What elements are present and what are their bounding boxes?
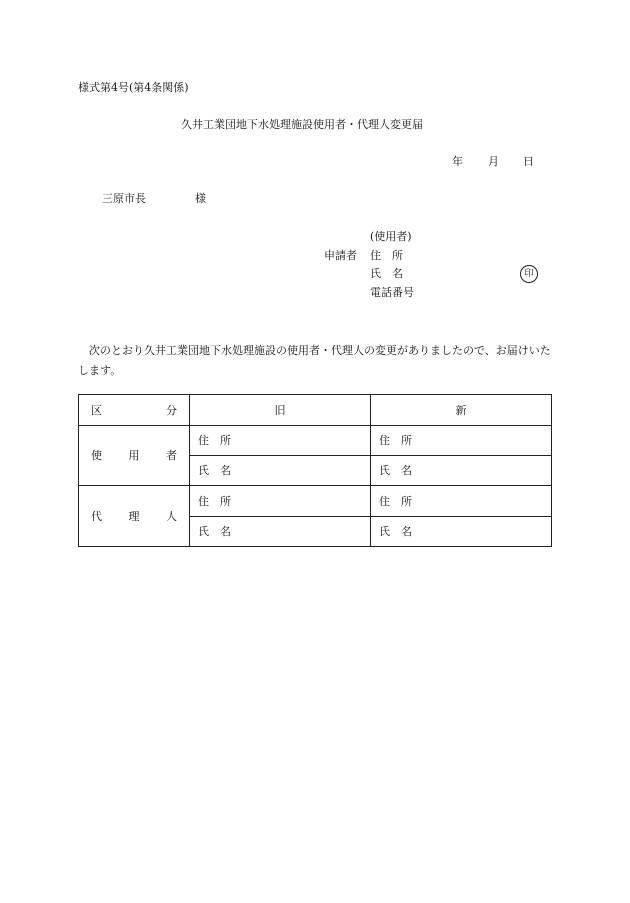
addressee-honorific: 様 (195, 192, 206, 205)
user-old-address: 住 所 (190, 426, 371, 456)
applicant-label: 申請者 (324, 249, 357, 262)
document-title: 久井工業団地下水処理施設使用者・代理人変更届 (181, 118, 423, 131)
table-row (79, 426, 552, 456)
header-old: 旧 (190, 395, 371, 426)
agent-old-address: 住 所 (190, 486, 371, 517)
seal-mark: 印 (520, 265, 538, 283)
agent-new-name: 氏 名 (371, 517, 552, 547)
user-new-address: 住 所 (371, 426, 552, 456)
row-category-user: 使用者 (79, 426, 190, 486)
applicant-role: (使用者) (370, 230, 412, 243)
date-year: 年 (452, 155, 463, 168)
row-category-agent: 代理人 (79, 486, 190, 547)
table-row (79, 486, 552, 517)
header-new: 新 (371, 395, 552, 426)
header-category: 区分 (79, 395, 190, 426)
date-day: 日 (523, 155, 534, 168)
applicant-address-label: 住 所 (370, 249, 403, 262)
user-new-name: 氏 名 (371, 456, 552, 486)
form-number: 様式第4号(第4条関係) (78, 81, 189, 94)
applicant-name-label: 氏 名 (370, 267, 403, 280)
change-table (78, 394, 552, 547)
agent-new-address: 住 所 (371, 486, 552, 517)
body-paragraph: 次のとおり久井工業団地下水処理施設の使用者・代理人の変更がありましたので、お届けいたします。 (78, 344, 551, 377)
agent-old-name: 氏 名 (190, 517, 371, 547)
addressee-name: 三原市長 (102, 192, 146, 205)
date-month: 月 (488, 155, 499, 168)
applicant-phone-label: 電話番号 (370, 286, 414, 299)
user-old-name: 氏 名 (190, 456, 371, 486)
table-header-row (79, 395, 552, 426)
